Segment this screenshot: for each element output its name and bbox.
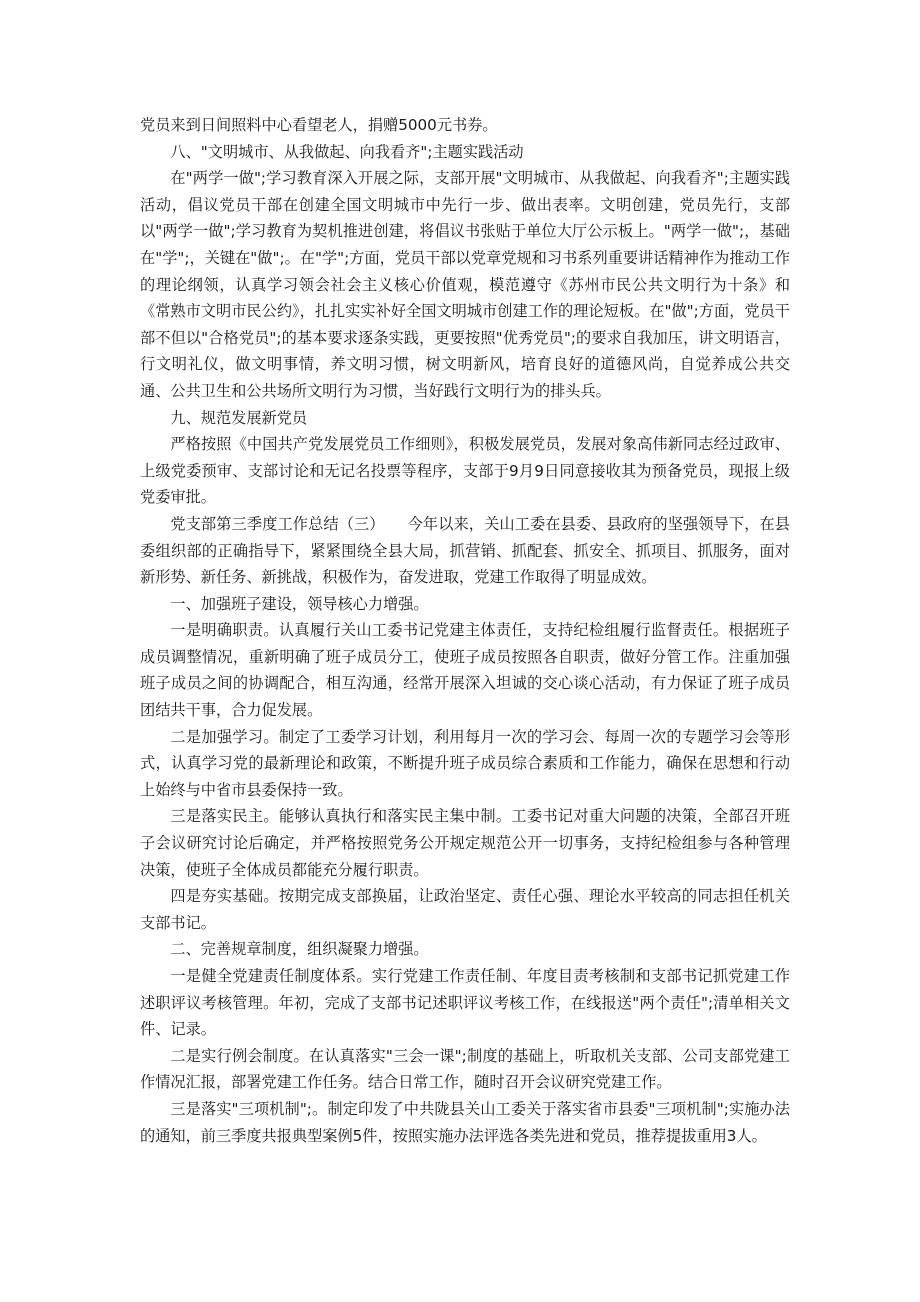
paragraph-8: 一是明确职责。认真履行关山工委书记党建主体责任，支持纪检组履行监督责任。根据班子成员调整情况，重新明确了班子成员分工，使班子成员按照各自职责，做好分管工作。注重加强班子成员之间的协调配合，相互沟通，经常开展深入坦诚的交心谈心活动，有力保证了班子成员团结共干事，合力促发展。 [140,621,790,720]
document-body [140,112,790,1149]
paragraph-3: 在"两学一做";学习教育深入开展之际，支部开展"文明城市、从我做起、向我看齐";主题实践活动，倡议党员干部在创建全国文明城市中先行一步、做出表率。文明创建，党员先行，支部以"两学一做";学习教育为契机推进创建，将倡议书张贴于单位大厅公示板上。"两学一做";，基础在"学";，关键在"做";。在"学";方面，党员干部以党章党规和习书系列重要讲话精神作为推动工作的理论纲领，认真学习领会社会主义核心价值观，模范遵守《苏州市民公共文明行为十条》和《常熟市文明市民公约》，扎扎实实补好全国文明城市创建工作的理论短板。在"做";方面，党员干部不但以"合格党员";的基本要求逐条实践，更要按照"优秀党员";的要求自我加压，讲文明语言，行文明礼仪，做文明事情，养文明习惯，树文明新风，培育良好的道德风尚，自觉养成公共交通、公共卫生和公共场所文明行为习惯，当好践行文明行为的排头兵。 [140,169,790,400]
paragraph-9: 二是加强学习。制定了工委学习计划，利用每月一次的学习会、每周一次的专题学习会等形式，认真学习党的最新理论和政策，不断提升班子成员综合素质和工作能力，确保在思想和行动上始终与中省市县委保持一致。 [140,727,790,799]
paragraph-6: 党支部第三季度工作总结（三） 今年以来，关山工委在县委、县政府的坚强领导下，在县委组织部的正确指导下，紧紧围绕全县大局，抓营销、抓配套、抓安全、抓项目、抓服务，面对新形势、新任务、新挑战，积极作为，奋发进取，党建工作取得了明显成效。 [140,514,790,587]
paragraph-14: 二是实行例会制度。在认真落实"三会一课";制度的基础上，听取机关支部、公司支部党建工作情况汇报，部署党建工作任务。结合日常工作，随时召开会议研究党建工作。 [140,1046,790,1092]
section-heading-9: 九、规范发展新党员 [170,408,308,427]
paragraph-13: 一是健全党建责任制度体系。实行党建工作责任制、年度目责考核制和支部书记抓党建工作述职评议考核管理。年初，完成了支部书记述职评议考核工作，在线报送"两个责任";清单相关文件、记录。 [140,967,790,1039]
section-heading-2: 二、完善规章制度，组织凝聚力增强。 [170,940,429,959]
paragraph-11: 四是夯实基础。按期完成支部换届，让政治坚定、责任心强、理论水平较高的同志担任机关支部书记。 [140,887,790,932]
section-heading-8: 八、"文明城市、从我做起、向我看齐";主题实践活动 [170,142,524,161]
paragraph-1: 党员来到日间照料中心看望老人，捐赠5000元书券。 [140,116,498,134]
paragraph-15: 三是落实"三项机制";。制定印发了中共陇县关山工委关于落实省市县委"三项机制";实施办法的通知，前三季度共报典型案例5件，按照实施办法评选各类先进和党员，推荐提拔重用3人。 [140,1099,790,1145]
paragraph-5: 严格按照《中国共产党发展党员工作细则》，积极发展党员，发展对象高伟新同志经过政审、上级党委预审、支部讨论和无记名投票等程序，支部于9月9日同意接收其为预备党员，现报上级党委审批。 [140,435,790,507]
paragraph-10: 三是落实民主。能够认真执行和落实民主集中制。工委书记对重大问题的决策，全部召开班子会议研究讨论后确定，并严格按照党务公开规定规范公开一切事务，支持纪检组参与各种管理决策，使班子全体成员都能充分履行职责。 [140,807,790,879]
section-heading-1: 一、加强班子建设，领导核心力增强。 [170,594,429,613]
